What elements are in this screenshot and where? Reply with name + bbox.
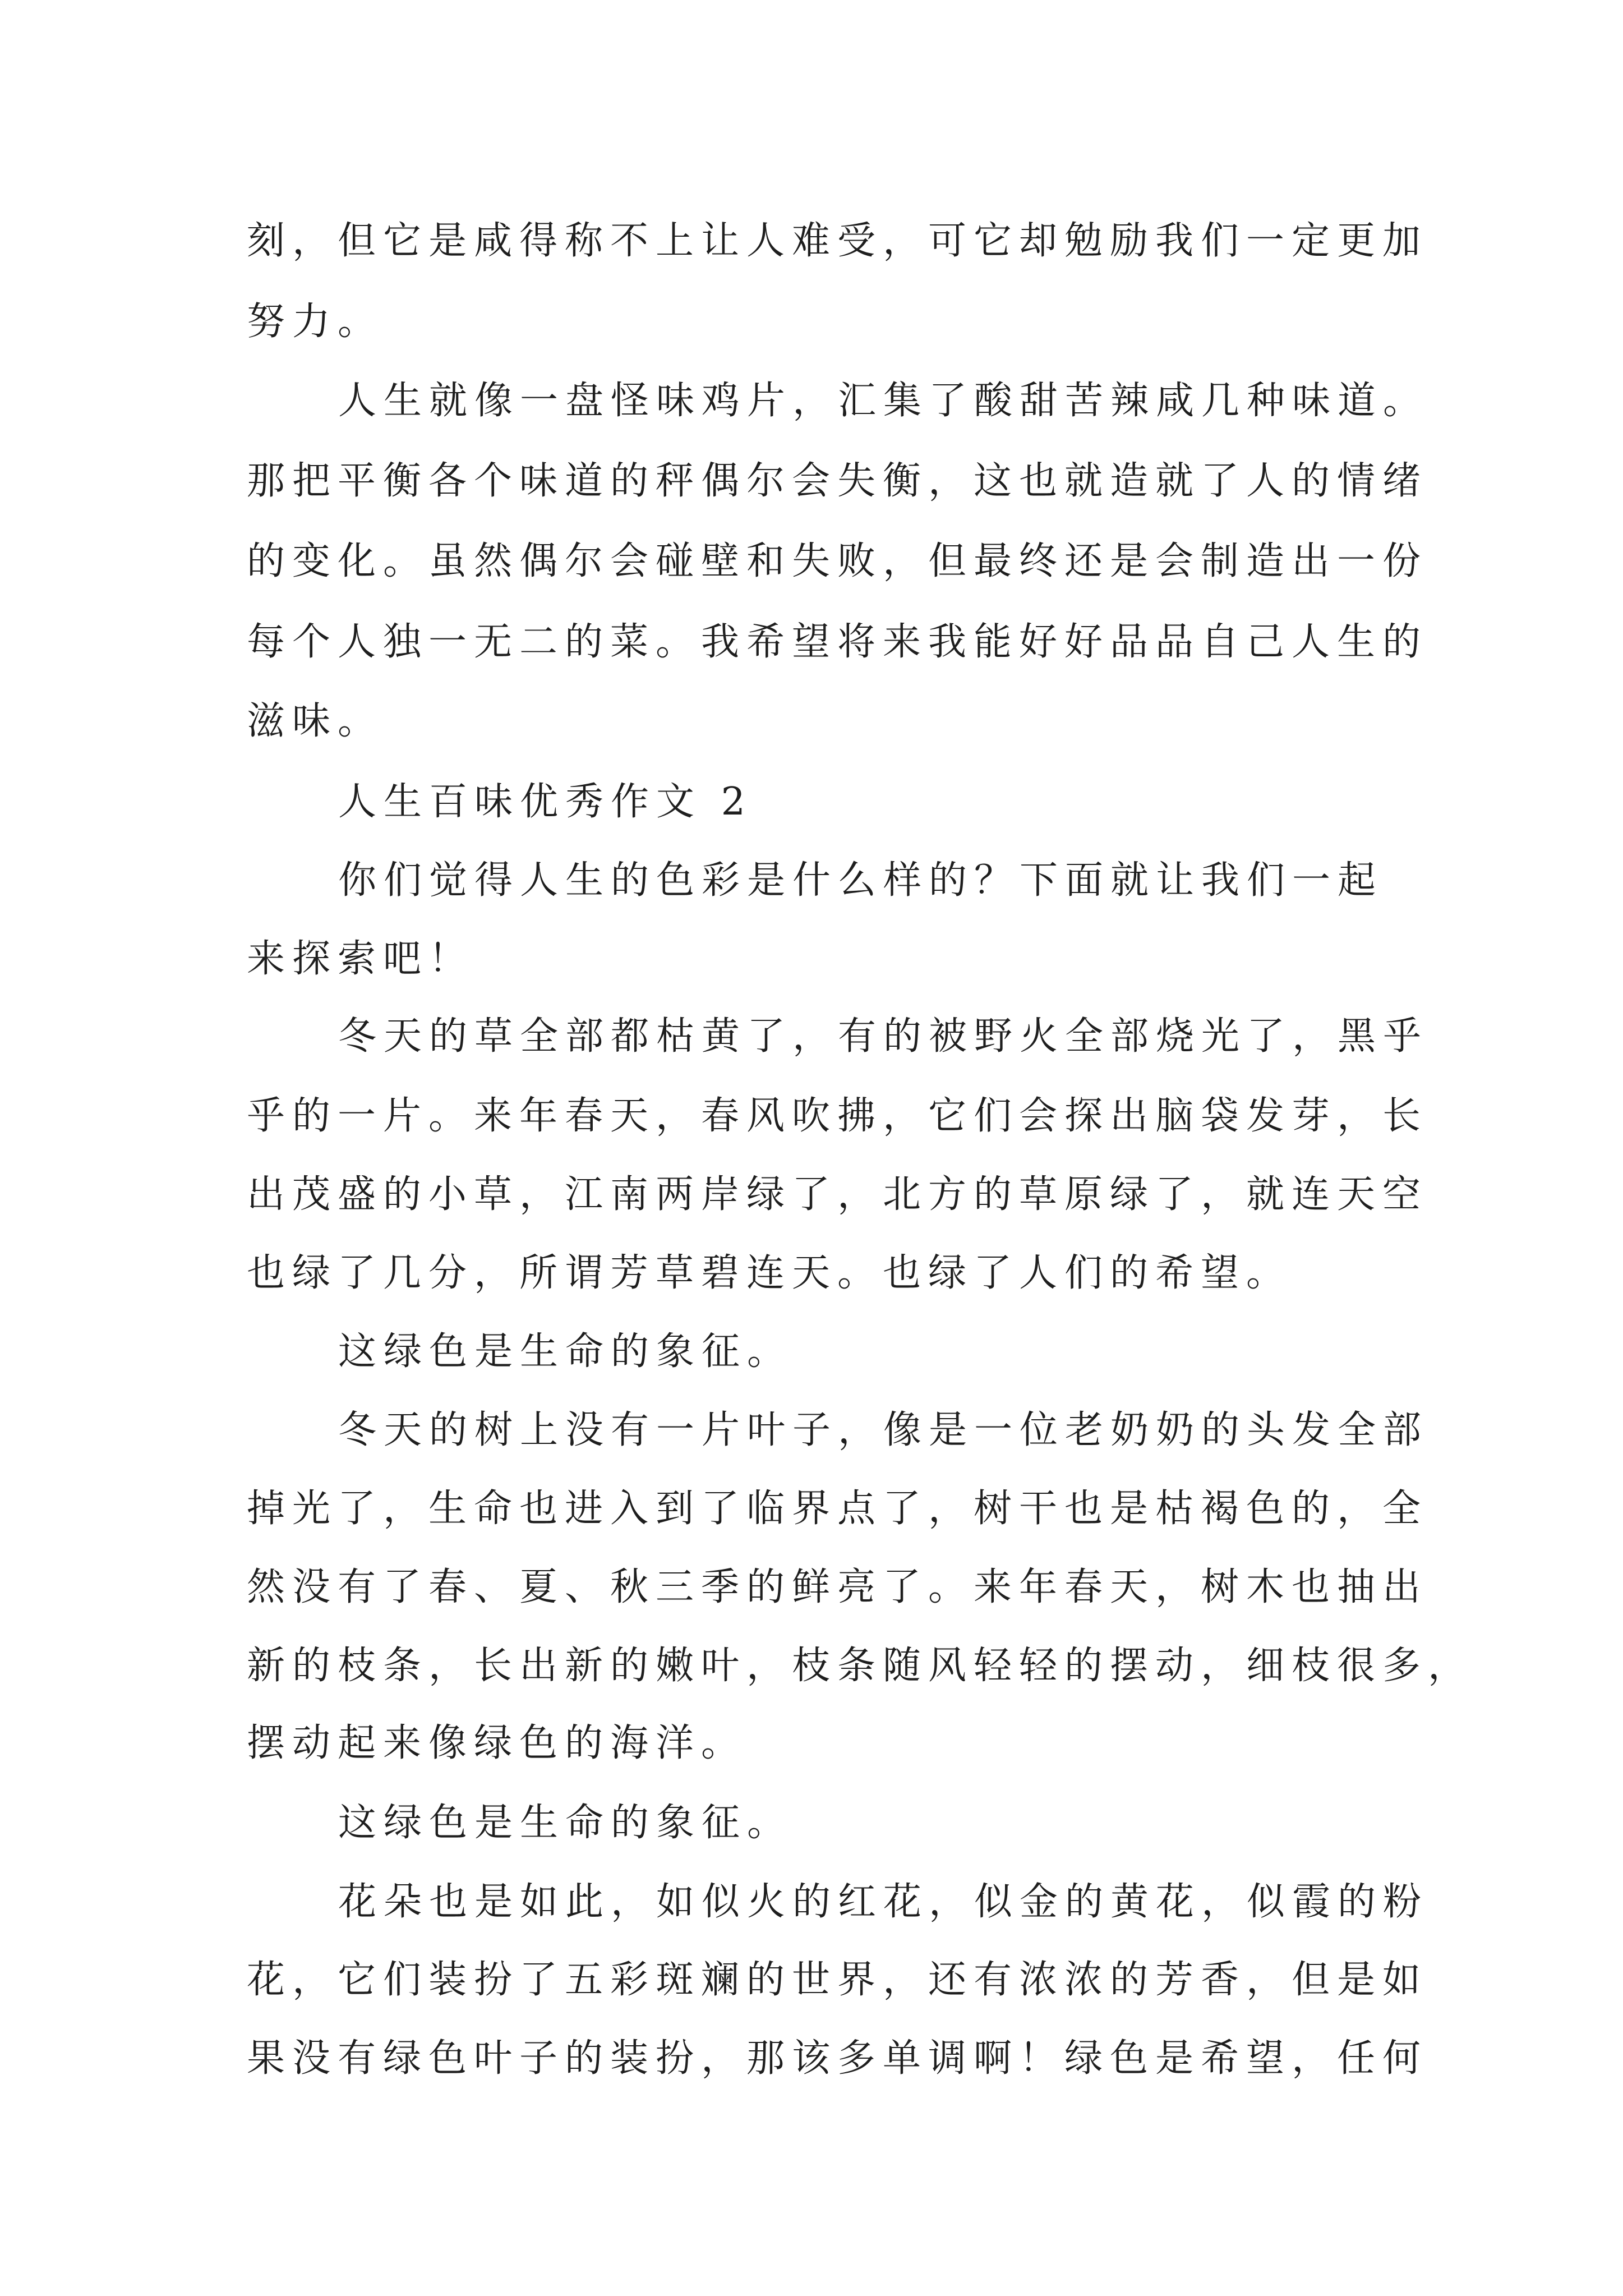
text-line: 冬天的草全部都枯黄了，有的被野火全部烧光了，黑乎 <box>338 1014 1429 1059</box>
text-line: 每个人独一无二的菜。我希望将来我能好好品品自己人生的 <box>247 620 1428 664</box>
text-line: 花朵也是如此，如似火的红花，似金的黄花，似霞的粉 <box>338 1880 1429 1924</box>
text-line: 这绿色是生命的象征。 <box>338 1329 793 1374</box>
text-line: 刻，但它是咸得称不上让人难受，可它却勉励我们一定更加 <box>247 219 1428 263</box>
text-line: 乎的一片。来年春天，春风吹拂，它们会探出脑袋发芽，长 <box>247 1094 1428 1138</box>
text-line: 掉光了，生命也进入到了临界点了，树干也是枯褐色的，全 <box>247 1487 1428 1531</box>
text-line: 也绿了几分，所谓芳草碧连天。也绿了人们的希望。 <box>247 1251 1292 1295</box>
text-line: 这绿色是生命的象征。 <box>338 1801 793 1845</box>
text-line: 冬天的树上没有一片叶子，像是一位老奶奶的头发全部 <box>338 1408 1429 1452</box>
text-line: 新的枝条，长出新的嫩叶，枝条随风轻轻的摆动，细枝很多， <box>247 1644 1474 1688</box>
text-line: 的变化。虽然偶尔会碰壁和失败，但最终还是会制造出一份 <box>247 539 1428 583</box>
text-line: 果没有绿色叶子的装扮，那该多单调啊！绿色是希望，任何 <box>247 2036 1428 2081</box>
text-line: 你们觉得人生的色彩是什么样的？下面就让我们一起 <box>338 858 1384 903</box>
text-line: 摆动起来像绿色的海洋。 <box>247 1721 747 1765</box>
text-line: 出茂盛的小草，江南两岸绿了，北方的草原绿了，就连天空 <box>247 1172 1428 1217</box>
text-line: 努力。 <box>247 300 384 344</box>
text-line: 那把平衡各个味道的秤偶尔会失衡，这也就造就了人的情绪 <box>247 459 1428 503</box>
text-line: 来探索吧！ <box>247 937 474 981</box>
text-line: 然没有了春、夏、秋三季的鲜亮了。来年春天，树木也抽出 <box>247 1565 1428 1609</box>
text-line: 人生就像一盘怪味鸡片，汇集了酸甜苦辣咸几种味道。 <box>338 379 1429 423</box>
text-line: 滋味。 <box>247 699 384 743</box>
text-line: 花，它们装扮了五彩斑斓的世界，还有浓浓的芳香，但是如 <box>247 1958 1428 2002</box>
section-heading: 人生百味优秀作文 2 <box>338 780 753 824</box>
